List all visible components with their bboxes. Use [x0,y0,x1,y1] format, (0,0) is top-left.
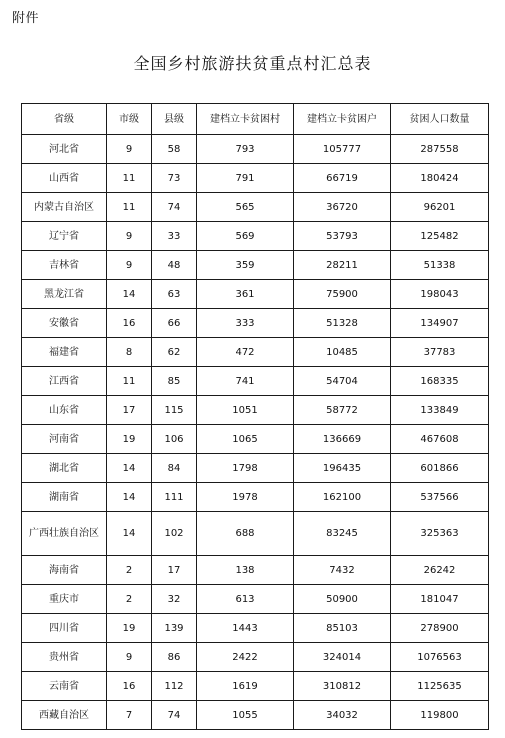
cell-poor-population: 537566 [391,483,489,512]
cell-registered-households: 28211 [294,251,391,280]
cell-registered-villages: 1055 [197,701,294,730]
cell-province: 江西省 [22,367,107,396]
table-row [22,483,489,512]
cell-county-level: 106 [152,425,197,454]
cell-registered-villages: 569 [197,222,294,251]
cell-city-level: 9 [107,251,152,280]
table-row [22,222,489,251]
cell-registered-villages: 138 [197,556,294,585]
cell-county-level: 102 [152,512,197,556]
table-row [22,585,489,614]
cell-registered-households: 10485 [294,338,391,367]
table-row [22,251,489,280]
cell-registered-villages: 565 [197,193,294,222]
cell-city-level: 14 [107,483,152,512]
table-row [22,556,489,585]
cell-province: 河南省 [22,425,107,454]
cell-city-level: 17 [107,396,152,425]
cell-poor-population: 26242 [391,556,489,585]
table-row [22,643,489,672]
table-header-row [22,104,489,135]
table-row [22,135,489,164]
cell-city-level: 2 [107,585,152,614]
cell-county-level: 112 [152,672,197,701]
attachment-label: 附件 [12,11,40,26]
table-row [22,396,489,425]
header-registered-villages: 建档立卡贫困村 [197,104,294,135]
cell-registered-villages: 1443 [197,614,294,643]
cell-registered-villages: 333 [197,309,294,338]
header-city-level: 市级 [107,104,152,135]
table-row [22,701,489,730]
cell-registered-households: 51328 [294,309,391,338]
cell-county-level: 63 [152,280,197,309]
cell-registered-villages: 1065 [197,425,294,454]
cell-registered-households: 162100 [294,483,391,512]
cell-province: 吉林省 [22,251,107,280]
cell-registered-households: 75900 [294,280,391,309]
cell-poor-population: 198043 [391,280,489,309]
cell-city-level: 11 [107,164,152,193]
cell-province: 云南省 [22,672,107,701]
cell-poor-population: 37783 [391,338,489,367]
header-poor-population: 贫困人口数量 [391,104,489,135]
cell-registered-households: 58772 [294,396,391,425]
cell-registered-households: 310812 [294,672,391,701]
cell-poor-population: 601866 [391,454,489,483]
cell-city-level: 11 [107,193,152,222]
cell-province: 山西省 [22,164,107,193]
cell-poor-population: 325363 [391,512,489,556]
cell-province: 河北省 [22,135,107,164]
cell-registered-households: 53793 [294,222,391,251]
cell-registered-villages: 741 [197,367,294,396]
cell-county-level: 85 [152,367,197,396]
cell-city-level: 11 [107,367,152,396]
cell-province: 湖南省 [22,483,107,512]
header-province: 省级 [22,104,107,135]
cell-registered-households: 324014 [294,643,391,672]
cell-registered-households: 85103 [294,614,391,643]
cell-poor-population: 96201 [391,193,489,222]
cell-city-level: 9 [107,643,152,672]
cell-city-level: 9 [107,135,152,164]
cell-county-level: 86 [152,643,197,672]
cell-county-level: 74 [152,193,197,222]
cell-registered-households: 34032 [294,701,391,730]
cell-province: 福建省 [22,338,107,367]
cell-city-level: 14 [107,512,152,556]
cell-poor-population: 119800 [391,701,489,730]
cell-county-level: 17 [152,556,197,585]
cell-registered-villages: 1978 [197,483,294,512]
cell-registered-villages: 1619 [197,672,294,701]
cell-poor-population: 125482 [391,222,489,251]
cell-county-level: 62 [152,338,197,367]
cell-registered-households: 66719 [294,164,391,193]
table-row [22,367,489,396]
cell-province: 湖北省 [22,454,107,483]
cell-city-level: 14 [107,280,152,309]
cell-province: 重庆市 [22,585,107,614]
cell-province: 内蒙古自治区 [22,193,107,222]
cell-city-level: 2 [107,556,152,585]
cell-city-level: 14 [107,454,152,483]
summary-table [21,103,489,730]
cell-county-level: 66 [152,309,197,338]
cell-county-level: 84 [152,454,197,483]
cell-poor-population: 134907 [391,309,489,338]
cell-county-level: 48 [152,251,197,280]
cell-province: 广西壮族自治区 [22,512,107,556]
cell-registered-villages: 1798 [197,454,294,483]
cell-city-level: 7 [107,701,152,730]
cell-poor-population: 278900 [391,614,489,643]
cell-city-level: 16 [107,672,152,701]
cell-registered-villages: 613 [197,585,294,614]
cell-province: 辽宁省 [22,222,107,251]
cell-province: 山东省 [22,396,107,425]
cell-registered-households: 105777 [294,135,391,164]
cell-poor-population: 51338 [391,251,489,280]
table-row [22,425,489,454]
cell-poor-population: 133849 [391,396,489,425]
cell-poor-population: 168335 [391,367,489,396]
table-row [22,672,489,701]
cell-county-level: 115 [152,396,197,425]
cell-poor-population: 287558 [391,135,489,164]
cell-county-level: 33 [152,222,197,251]
header-county-level: 县级 [152,104,197,135]
cell-registered-households: 136669 [294,425,391,454]
cell-city-level: 8 [107,338,152,367]
cell-registered-villages: 2422 [197,643,294,672]
cell-county-level: 74 [152,701,197,730]
cell-city-level: 19 [107,425,152,454]
table-row [22,280,489,309]
document-title: 全国乡村旅游扶贫重点村汇总表 [133,54,372,73]
cell-registered-households: 7432 [294,556,391,585]
cell-city-level: 16 [107,309,152,338]
cell-registered-households: 196435 [294,454,391,483]
cell-poor-population: 1125635 [391,672,489,701]
cell-registered-households: 36720 [294,193,391,222]
table-row [22,164,489,193]
header-registered-households: 建档立卡贫困户 [294,104,391,135]
cell-poor-population: 180424 [391,164,489,193]
cell-poor-population: 181047 [391,585,489,614]
cell-county-level: 111 [152,483,197,512]
table-row [22,512,489,556]
cell-county-level: 32 [152,585,197,614]
cell-province: 四川省 [22,614,107,643]
cell-registered-villages: 793 [197,135,294,164]
cell-registered-households: 50900 [294,585,391,614]
table-row [22,309,489,338]
cell-registered-households: 54704 [294,367,391,396]
cell-city-level: 19 [107,614,152,643]
cell-county-level: 139 [152,614,197,643]
table-row [22,193,489,222]
cell-province: 安徽省 [22,309,107,338]
cell-city-level: 9 [107,222,152,251]
cell-registered-villages: 1051 [197,396,294,425]
cell-province: 海南省 [22,556,107,585]
cell-county-level: 58 [152,135,197,164]
cell-registered-villages: 359 [197,251,294,280]
table-row [22,454,489,483]
cell-county-level: 73 [152,164,197,193]
table-row [22,338,489,367]
cell-province: 黑龙江省 [22,280,107,309]
cell-province: 西藏自治区 [22,701,107,730]
cell-registered-villages: 791 [197,164,294,193]
cell-poor-population: 467608 [391,425,489,454]
cell-registered-villages: 361 [197,280,294,309]
table-row [22,614,489,643]
cell-registered-villages: 688 [197,512,294,556]
cell-registered-households: 83245 [294,512,391,556]
cell-registered-villages: 472 [197,338,294,367]
cell-province: 贵州省 [22,643,107,672]
cell-poor-population: 1076563 [391,643,489,672]
